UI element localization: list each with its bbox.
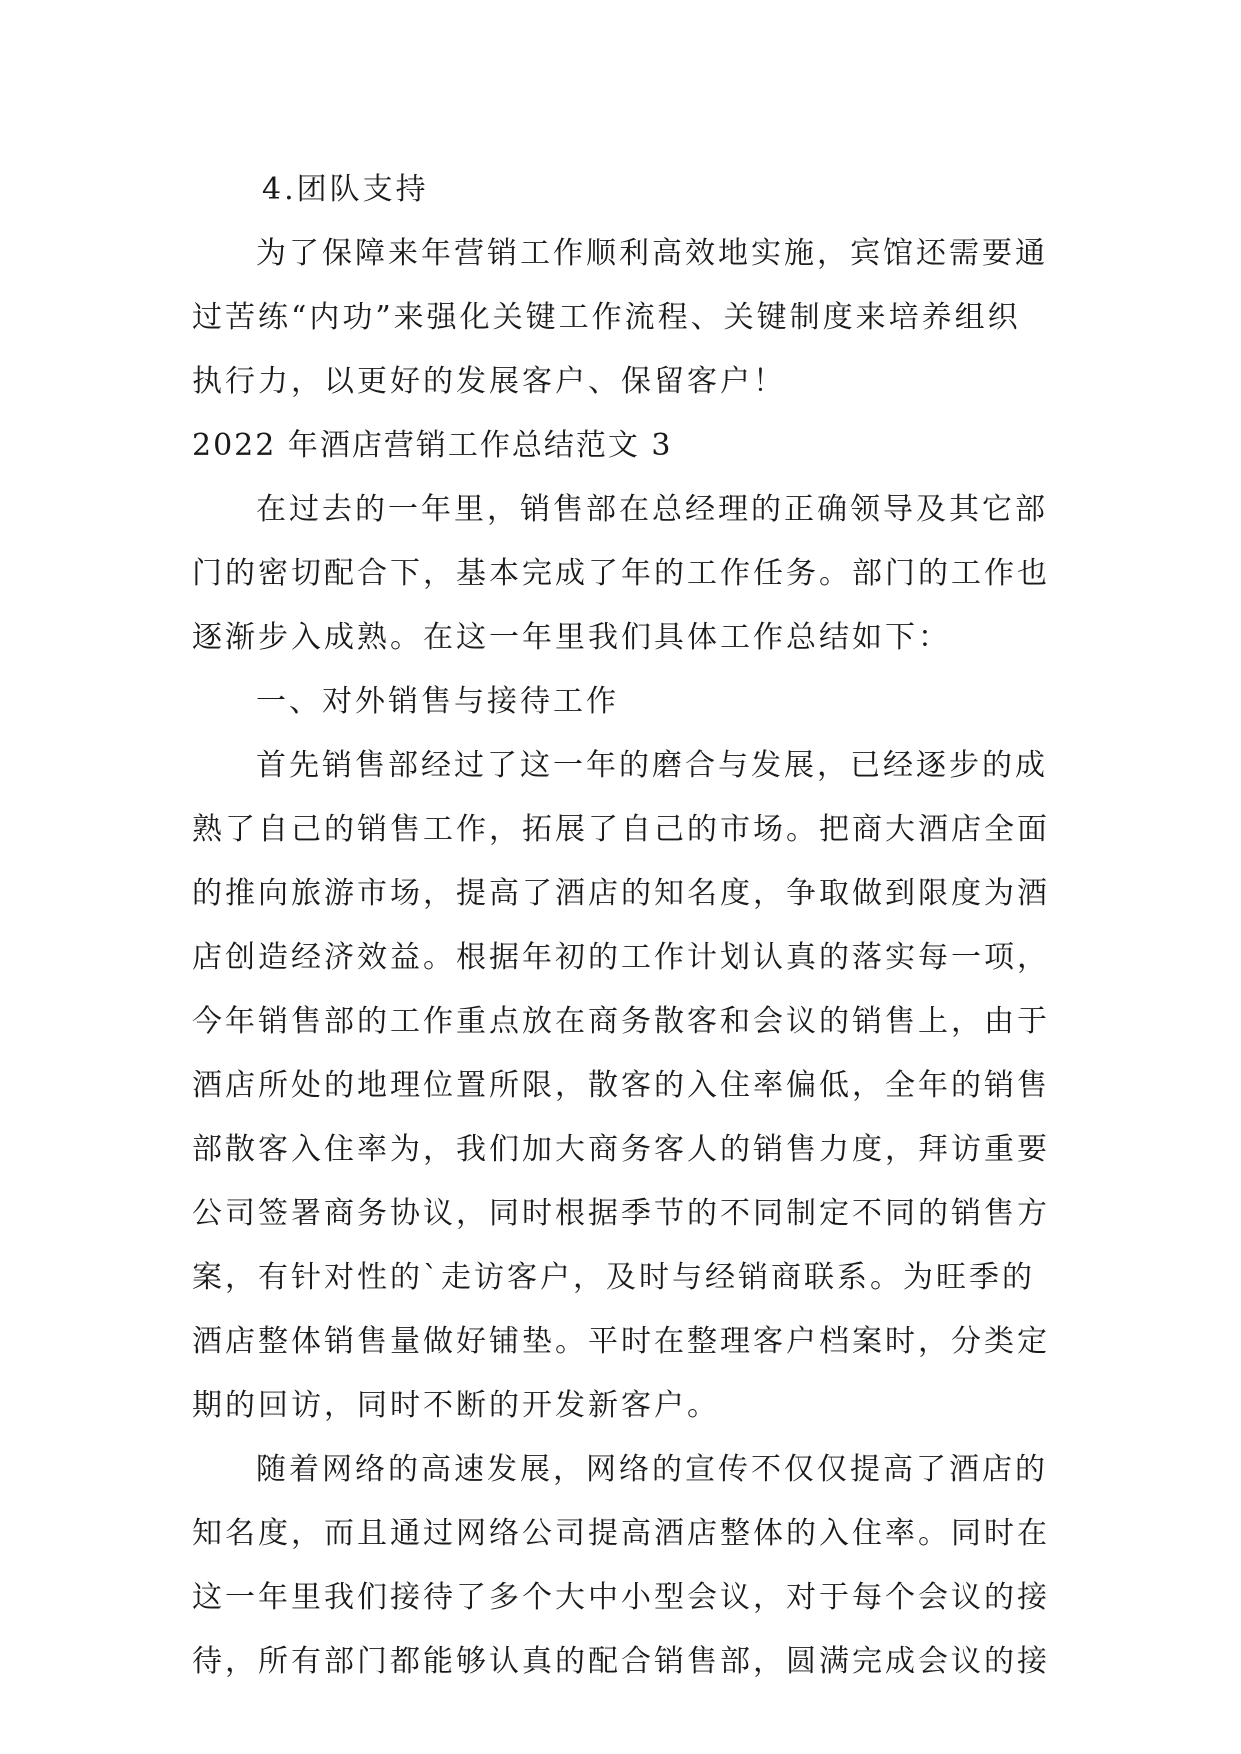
paragraph-line: 的推向旅游市场，提高了酒店的知名度，争取做到限度为酒 (192, 876, 1050, 911)
paragraph-line: 过苦练“内功”来强化关键工作流程、关键制度来培养组织 (192, 300, 1021, 335)
paragraph-line: 首先销售部经过了这一年的磨合与发展，已经逐步的成 (256, 748, 1048, 783)
paragraph-line: 随着网络的高速发展，网络的宣传不仅仅提高了酒店的 (256, 1452, 1048, 1487)
paragraph-line: 酒店所处的地理位置所限，散客的入住率偏低，全年的销售 (192, 1068, 1050, 1103)
document-body (192, 158, 1052, 1694)
paragraph-intro (192, 478, 1052, 670)
paragraph-line: 门的密切配合下，基本完成了年的工作任务。部门的工作也 (192, 556, 1050, 591)
paragraph-line: 逐渐步入成熟。在这一年里我们具体工作总结如下： (192, 620, 951, 655)
paragraph-line: 公司签署商务协议，同时根据季节的不同制定不同的销售方 (192, 1196, 1050, 1231)
paragraph-line: 这一年里我们接待了多个大中小型会议，对于每个会议的接 (192, 1580, 1050, 1615)
section-heading: 一、对外销售与接待工作 (256, 684, 619, 719)
paragraph-line: 酒店整体销售量做好铺垫。平时在整理客户档案时，分类定 (192, 1324, 1050, 1359)
article-title: 2022 年酒店营销工作总结范文 3 (192, 428, 673, 463)
paragraph-line: 熟了自己的销售工作，拓展了自己的市场。把商大酒店全面 (192, 812, 1050, 847)
paragraph-line: 为了保障来年营销工作顺利高效地实施，宾馆还需要通 (256, 236, 1048, 271)
paragraph-line: 执行力，以更好的发展客户、保留客户！ (192, 364, 786, 399)
paragraph-line: 在过去的一年里，销售部在总经理的正确领导及其它部 (256, 492, 1048, 527)
heading-team-support: 4.团队支持 (262, 172, 429, 207)
paragraph-line: 知名度，而且通过网络公司提高酒店整体的入住率。同时在 (192, 1516, 1050, 1551)
paragraph-line: 待，所有部门都能够认真的配合销售部，圆满完成会议的接 (192, 1644, 1050, 1679)
paragraph-line: 店创造经济效益。根据年初的工作计划认真的落实每一项， (192, 940, 1050, 975)
paragraph-sales (192, 734, 1052, 1438)
paragraph-line: 部散客入住率为，我们加大商务客人的销售力度，拜访重要 (192, 1132, 1050, 1167)
paragraph-line: 今年销售部的工作重点放在商务散客和会议的销售上，由于 (192, 1004, 1050, 1039)
paragraph-line: 案，有针对性的`走访客户，及时与经销商联系。为旺季的 (192, 1260, 1035, 1295)
paragraph-network (192, 1438, 1052, 1694)
paragraph-line: 期的回访，同时不断的开发新客户。 (192, 1388, 720, 1423)
paragraph-team-support (192, 222, 1052, 414)
